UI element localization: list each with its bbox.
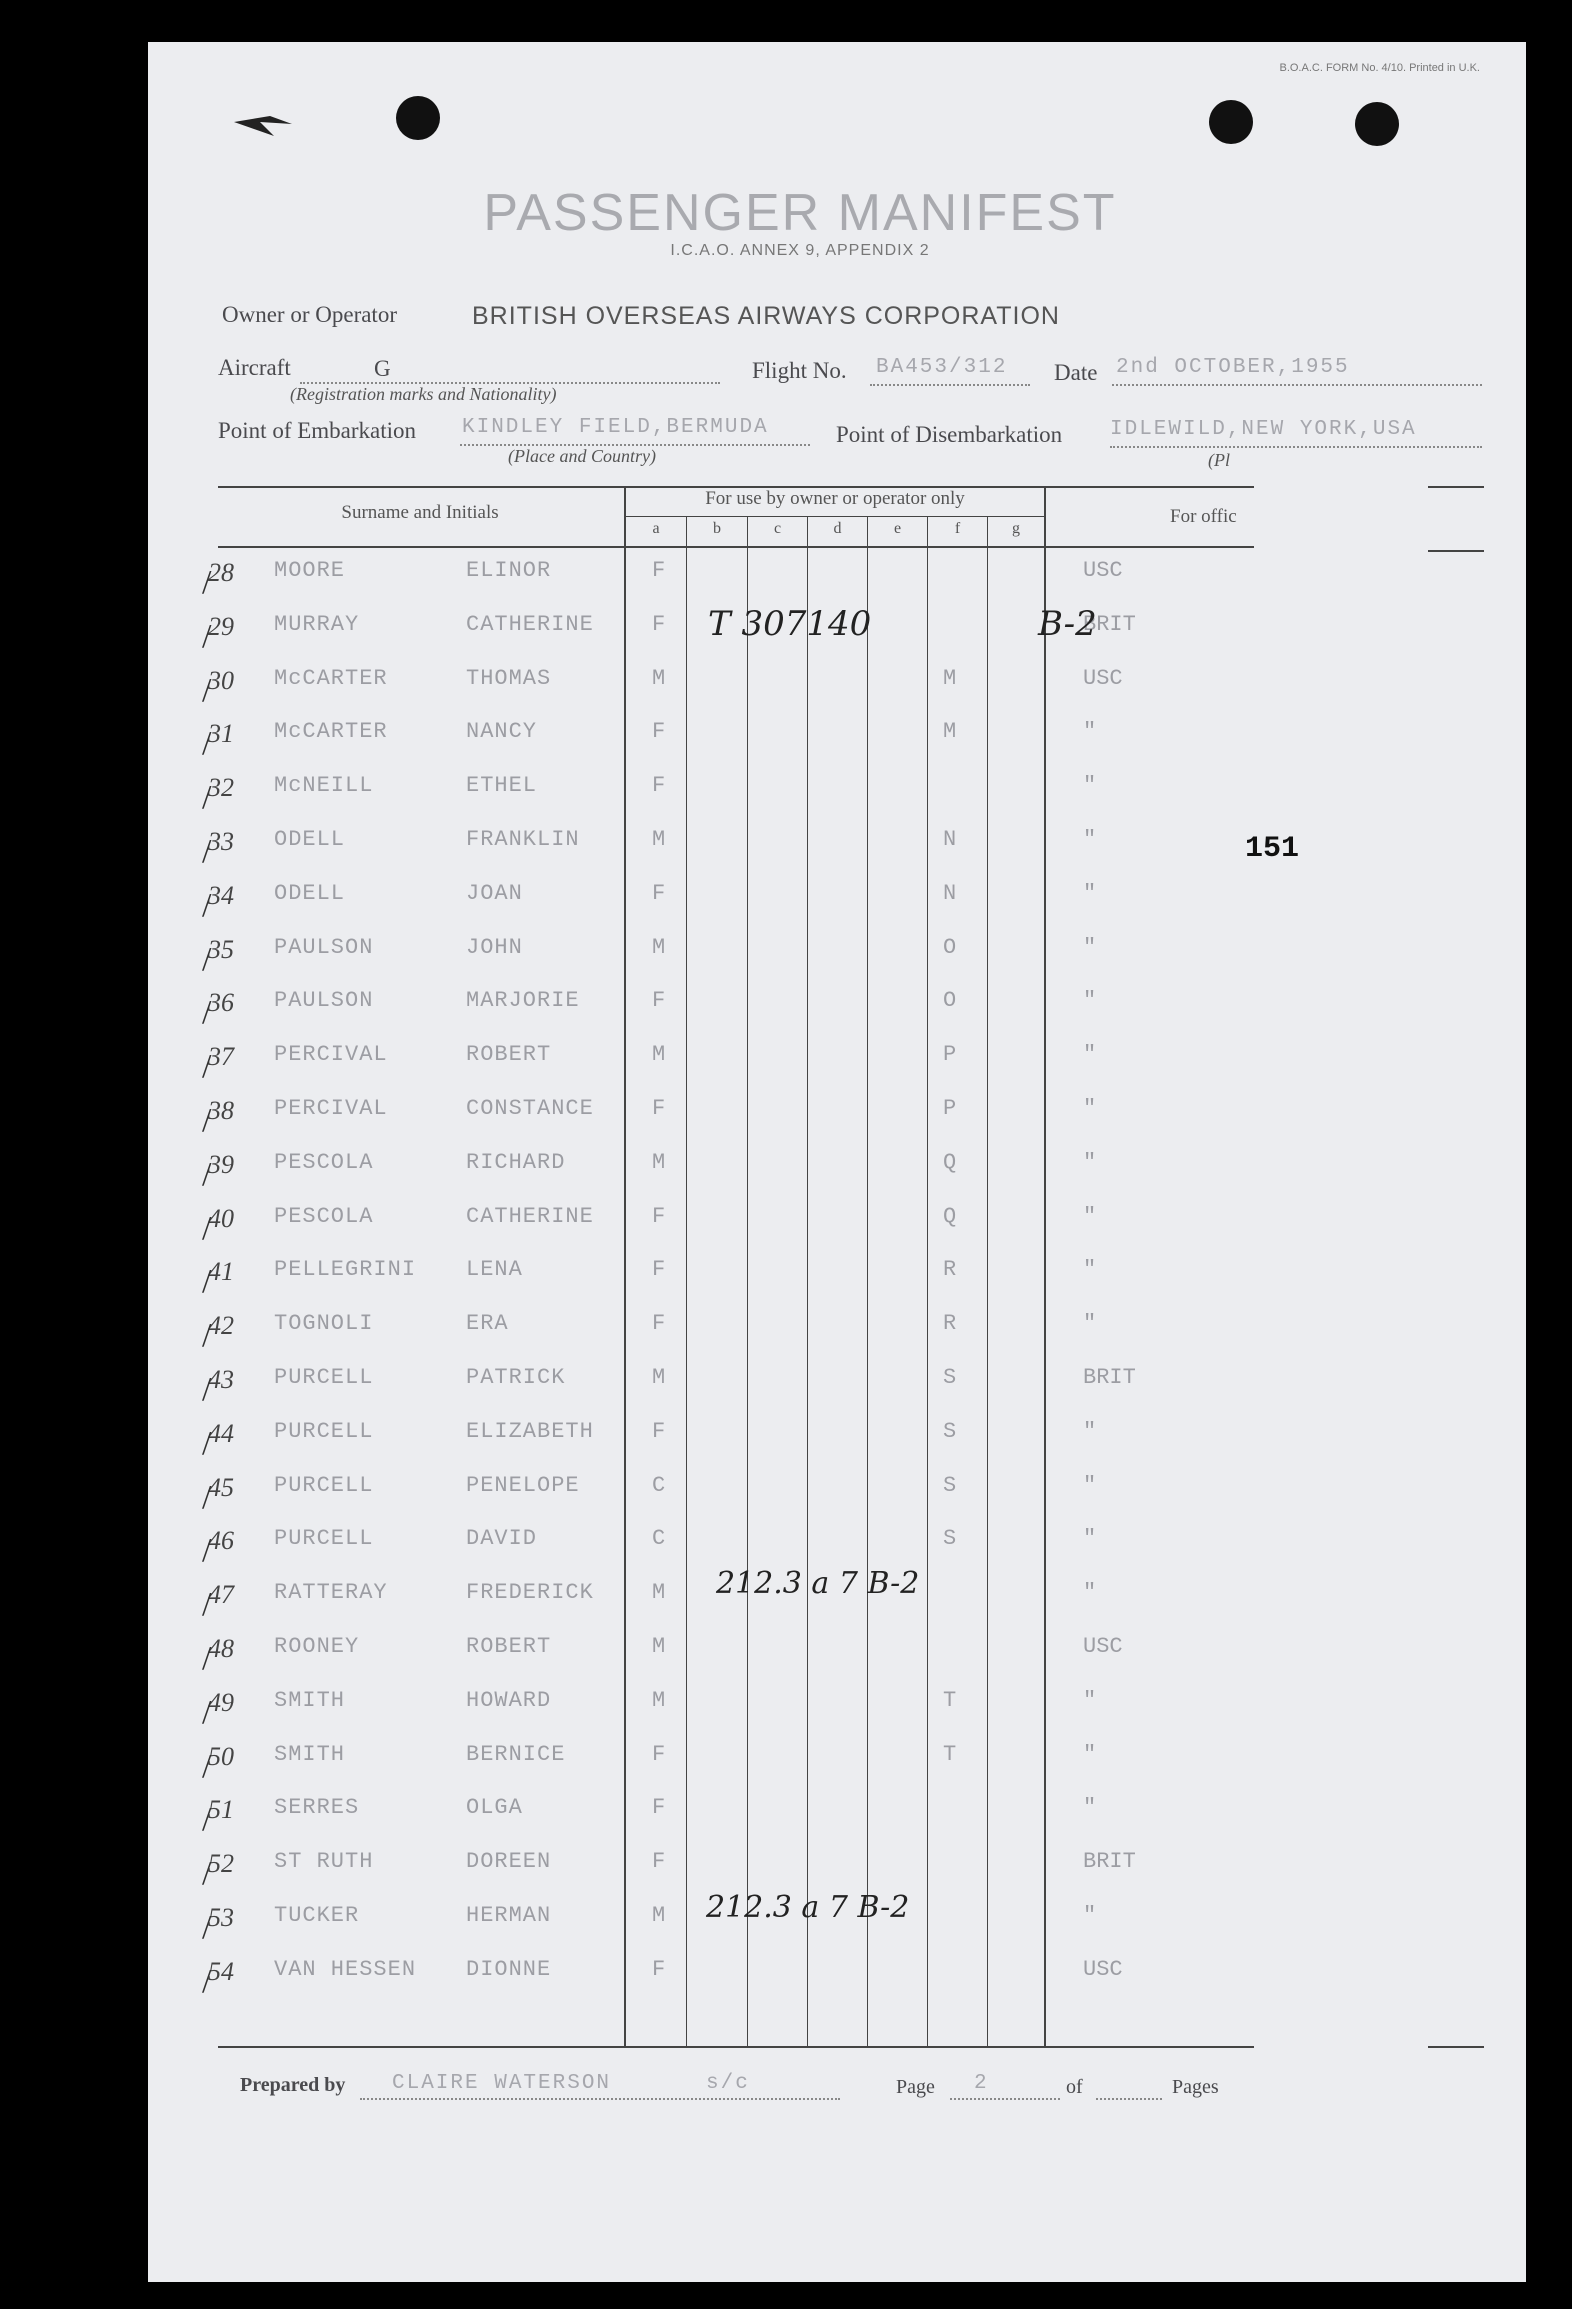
initials-cell: ROBERT bbox=[466, 1042, 552, 1067]
row-number: 32 bbox=[208, 773, 234, 802]
row-number: 50 bbox=[208, 1742, 234, 1771]
nationality-cell: USC bbox=[1083, 666, 1123, 691]
nationality-cell: " bbox=[1083, 719, 1097, 744]
surname-cell: PERCIVAL bbox=[274, 1096, 388, 1121]
surname-cell: PESCOLA bbox=[274, 1204, 374, 1229]
sex-cell: F bbox=[652, 1204, 666, 1229]
sex-cell: M bbox=[652, 1903, 666, 1928]
check-mark: / bbox=[202, 887, 212, 924]
check-mark: / bbox=[202, 1425, 212, 1462]
surname-cell: MOORE bbox=[274, 558, 346, 583]
column-f-cell: O bbox=[943, 935, 957, 960]
table-row bbox=[202, 988, 1268, 1031]
sex-cell: F bbox=[652, 1957, 666, 1982]
sub-col-f: f bbox=[954, 520, 961, 537]
handwritten-class-murray: B-2 bbox=[1038, 604, 1097, 644]
check-mark: / bbox=[202, 1371, 212, 1408]
table-row bbox=[202, 1795, 1268, 1838]
initials-cell: HERMAN bbox=[466, 1903, 552, 1928]
column-f-cell: M bbox=[943, 666, 957, 691]
check-mark: / bbox=[202, 1210, 212, 1247]
surname-cell: PAULSON bbox=[274, 988, 374, 1013]
initials-cell: BERNICE bbox=[466, 1742, 566, 1767]
initials-cell: ELIZABETH bbox=[466, 1419, 594, 1444]
column-f-cell: T bbox=[943, 1688, 957, 1713]
initials-cell: CONSTANCE bbox=[466, 1096, 594, 1121]
nationality-cell: " bbox=[1083, 1257, 1097, 1282]
handwritten-tucker: 212.3 a 7 B-2 bbox=[706, 1890, 910, 1925]
sex-cell: F bbox=[652, 612, 666, 637]
row-number: 39 bbox=[208, 1150, 234, 1179]
table-row bbox=[202, 881, 1268, 924]
surname-cell: PAULSON bbox=[274, 935, 374, 960]
table-row bbox=[202, 1204, 1268, 1247]
punch-hole-far-right bbox=[1355, 102, 1399, 146]
aircraft-label: Aircraft bbox=[218, 355, 291, 380]
nationality-cell: " bbox=[1083, 935, 1097, 960]
date-line bbox=[1112, 384, 1482, 386]
table-row bbox=[202, 1688, 1268, 1731]
row-number: 31 bbox=[208, 719, 234, 748]
surname-cell: SERRES bbox=[274, 1795, 360, 1820]
surname-cell: MURRAY bbox=[274, 612, 360, 637]
sex-cell: C bbox=[652, 1526, 666, 1551]
header-bottom-rule-right bbox=[1428, 550, 1484, 552]
flight-label: Flight No. bbox=[752, 358, 847, 383]
surname-cell: McCARTER bbox=[274, 666, 388, 691]
sex-cell: F bbox=[652, 558, 666, 583]
column-f-cell: S bbox=[943, 1419, 957, 1444]
initials-cell: PATRICK bbox=[466, 1365, 566, 1390]
nationality-cell: BRIT bbox=[1083, 1849, 1136, 1874]
column-f-cell: M bbox=[943, 719, 957, 744]
table-row bbox=[202, 1257, 1268, 1300]
row-number: 45 bbox=[208, 1473, 234, 1502]
initials-cell: JOAN bbox=[466, 881, 523, 906]
handwritten-ticket-murray: T 307140 bbox=[708, 604, 872, 644]
sex-cell: M bbox=[652, 1150, 666, 1175]
check-mark: / bbox=[202, 1640, 212, 1677]
handwritten-ratteray: 212.3 a 7 B-2 bbox=[716, 1566, 920, 1601]
sex-cell: F bbox=[652, 1742, 666, 1767]
check-mark: / bbox=[202, 1156, 212, 1193]
nationality-cell: " bbox=[1083, 1903, 1097, 1928]
initials-cell: ROBERT bbox=[466, 1634, 552, 1659]
table-row bbox=[202, 1742, 1268, 1785]
prepared-by-line bbox=[360, 2098, 840, 2100]
row-number: 42 bbox=[208, 1311, 234, 1340]
disembarkation-label: Point of Disembarkation bbox=[836, 422, 1063, 447]
nationality-cell: BRIT bbox=[1083, 612, 1136, 637]
sub-col-g: g bbox=[1012, 520, 1020, 537]
initials-cell: HOWARD bbox=[466, 1688, 552, 1713]
check-mark: / bbox=[202, 1532, 212, 1569]
row-number: 30 bbox=[208, 666, 234, 695]
row-number: 41 bbox=[208, 1257, 234, 1286]
table-row bbox=[202, 1849, 1268, 1892]
page-subtitle: I.C.A.O. ANNEX 9, APPENDIX 2 bbox=[670, 242, 930, 259]
surname-cell: RATTERAY bbox=[274, 1580, 388, 1605]
table-row bbox=[202, 558, 1268, 601]
surname-cell: ST RUTH bbox=[274, 1849, 374, 1874]
table-row bbox=[202, 719, 1268, 762]
sex-cell: F bbox=[652, 988, 666, 1013]
initials-cell: NANCY bbox=[466, 719, 538, 744]
table-row bbox=[202, 1473, 1268, 1516]
initials-cell: ETHEL bbox=[466, 773, 538, 798]
column-f-cell: P bbox=[943, 1096, 957, 1121]
sub-col-a: a bbox=[652, 520, 660, 537]
sex-cell: F bbox=[652, 1257, 666, 1282]
sex-cell: F bbox=[652, 1419, 666, 1444]
check-mark: / bbox=[202, 1748, 212, 1785]
nationality-cell: " bbox=[1083, 1688, 1097, 1713]
row-number: 54 bbox=[208, 1957, 234, 1986]
subheader-rule bbox=[626, 516, 1046, 517]
initials-cell: PENELOPE bbox=[466, 1473, 580, 1498]
table-top-rule-right bbox=[1428, 486, 1484, 488]
table-row bbox=[202, 935, 1268, 978]
form-number: B.O.A.C. FORM No. 4/10. Printed in U.K. bbox=[1279, 62, 1480, 74]
initials-cell: MARJORIE bbox=[466, 988, 580, 1013]
surname-cell: SMITH bbox=[274, 1742, 346, 1767]
row-number: 38 bbox=[208, 1096, 234, 1125]
sex-cell: M bbox=[652, 935, 666, 960]
page-title: PASSENGER MANIFEST bbox=[483, 184, 1117, 242]
initials-cell: ERA bbox=[466, 1311, 509, 1336]
column-f-cell: S bbox=[943, 1526, 957, 1551]
sex-cell: M bbox=[652, 1634, 666, 1659]
table-bottom-rule-right bbox=[1428, 2046, 1484, 2048]
sex-cell: F bbox=[652, 1096, 666, 1121]
check-mark: / bbox=[202, 672, 212, 709]
row-number: 48 bbox=[208, 1634, 234, 1663]
nationality-cell: " bbox=[1083, 988, 1097, 1013]
surname-cell: PURCELL bbox=[274, 1473, 374, 1498]
table-row bbox=[202, 1042, 1268, 1085]
table-row bbox=[202, 1957, 1268, 2000]
sex-cell: C bbox=[652, 1473, 666, 1498]
sex-cell: F bbox=[652, 1849, 666, 1874]
initials-cell: CATHERINE bbox=[466, 1204, 594, 1229]
row-number: 35 bbox=[208, 935, 234, 964]
surname-cell: PELLEGRINI bbox=[274, 1257, 417, 1282]
check-mark: / bbox=[202, 994, 212, 1031]
page-label: Page bbox=[896, 2076, 935, 2098]
check-mark: / bbox=[202, 725, 212, 762]
disembarkation-value: IDLEWILD,NEW YORK,USA bbox=[1110, 418, 1417, 441]
surname-cell: PURCELL bbox=[274, 1419, 374, 1444]
check-mark: / bbox=[202, 779, 212, 816]
table-row bbox=[202, 1634, 1268, 1677]
table-row bbox=[202, 1150, 1268, 1193]
surname-cell: PESCOLA bbox=[274, 1150, 374, 1175]
row-number: 51 bbox=[208, 1795, 234, 1824]
initials-cell: ELINOR bbox=[466, 558, 552, 583]
sex-cell: M bbox=[652, 1580, 666, 1605]
surname-cell: PURCELL bbox=[274, 1365, 374, 1390]
table-row bbox=[202, 773, 1268, 816]
prepared-by-value: CLAIRE WATERSON bbox=[392, 2072, 612, 2095]
nationality-cell: " bbox=[1083, 881, 1097, 906]
row-number: 49 bbox=[208, 1688, 234, 1717]
sex-cell: M bbox=[652, 1365, 666, 1390]
nationality-cell: " bbox=[1083, 1742, 1097, 1767]
table-row bbox=[202, 827, 1268, 870]
check-mark: / bbox=[202, 618, 212, 655]
owner-use-header: For use by owner or operator only bbox=[705, 488, 965, 509]
date-value: 2nd OCTOBER,1955 bbox=[1116, 356, 1350, 379]
nationality-cell: USC bbox=[1083, 558, 1123, 583]
sex-cell: M bbox=[652, 1688, 666, 1713]
official-use-header: For offic bbox=[1170, 506, 1237, 527]
nationality-cell: USC bbox=[1083, 1957, 1123, 1982]
table-bottom-rule bbox=[218, 2046, 1254, 2048]
punch-hole-right bbox=[1209, 100, 1253, 144]
nationality-cell: BRIT bbox=[1083, 1365, 1136, 1390]
nationality-cell: " bbox=[1083, 1473, 1097, 1498]
table-row bbox=[202, 1096, 1268, 1139]
sex-cell: F bbox=[652, 719, 666, 744]
check-mark: / bbox=[202, 1048, 212, 1085]
check-mark: / bbox=[202, 1694, 212, 1731]
check-mark: / bbox=[202, 1479, 212, 1516]
owner-value: BRITISH OVERSEAS AIRWAYS CORPORATION bbox=[472, 302, 1060, 330]
surname-cell: SMITH bbox=[274, 1688, 346, 1713]
nationality-cell: USC bbox=[1083, 1634, 1123, 1659]
check-mark: / bbox=[202, 833, 212, 870]
embarkation-label: Point of Embarkation bbox=[218, 418, 417, 443]
surname-cell: VAN HESSEN bbox=[274, 1957, 417, 1982]
nationality-cell: " bbox=[1083, 1204, 1097, 1229]
sex-cell: F bbox=[652, 1311, 666, 1336]
column-f-cell: T bbox=[943, 1742, 957, 1767]
row-number: 40 bbox=[208, 1204, 234, 1233]
disembarkation-note: (Pl bbox=[1208, 450, 1230, 470]
owner-label: Owner or Operator bbox=[222, 302, 397, 327]
flight-line bbox=[870, 384, 1030, 386]
nationality-cell: " bbox=[1083, 1526, 1097, 1551]
sex-cell: F bbox=[652, 1795, 666, 1820]
column-f-cell: N bbox=[943, 827, 957, 852]
of-line bbox=[1096, 2098, 1162, 2100]
pages-label: Pages bbox=[1172, 2076, 1219, 2098]
initials-cell: CATHERINE bbox=[466, 612, 594, 637]
row-number: 53 bbox=[208, 1903, 234, 1932]
sex-cell: F bbox=[652, 773, 666, 798]
sub-col-c: c bbox=[773, 520, 782, 537]
table-row bbox=[202, 1311, 1268, 1354]
column-f-cell: S bbox=[943, 1473, 957, 1498]
check-mark: / bbox=[202, 1317, 212, 1354]
surname-cell: McCARTER bbox=[274, 719, 388, 744]
check-mark: / bbox=[202, 1909, 212, 1946]
column-f-cell: S bbox=[943, 1365, 957, 1390]
row-number: 29 bbox=[208, 612, 234, 641]
table-row bbox=[202, 666, 1268, 709]
table-row bbox=[202, 1365, 1268, 1408]
page-line bbox=[950, 2098, 1060, 2100]
sub-col-e: e bbox=[893, 520, 902, 537]
nationality-cell: " bbox=[1083, 1580, 1097, 1605]
hole-punch-mark bbox=[230, 108, 300, 148]
column-f-cell: R bbox=[943, 1257, 957, 1282]
nationality-cell: " bbox=[1083, 1096, 1097, 1121]
prepared-by-label: Prepared by bbox=[240, 2074, 346, 2096]
check-mark: / bbox=[202, 1801, 212, 1838]
nationality-cell: " bbox=[1083, 1419, 1097, 1444]
of-label: of bbox=[1066, 2076, 1083, 2098]
check-mark: / bbox=[202, 1263, 212, 1300]
disembarkation-line bbox=[1110, 446, 1482, 448]
row-number: 28 bbox=[208, 558, 234, 587]
surname-cell: ODELL bbox=[274, 827, 346, 852]
column-f-cell: O bbox=[943, 988, 957, 1013]
sex-cell: F bbox=[652, 881, 666, 906]
name-column-header: Surname and Initials bbox=[341, 502, 499, 523]
prepared-by-suffix: s/c bbox=[706, 2072, 750, 2095]
aircraft-note: (Registration marks and Nationality) bbox=[290, 384, 557, 404]
punch-hole-left bbox=[396, 96, 440, 140]
initials-cell: JOHN bbox=[466, 935, 523, 960]
side-page-number: 151 bbox=[1245, 832, 1300, 866]
surname-cell: TOGNOLI bbox=[274, 1311, 374, 1336]
date-label: Date bbox=[1054, 360, 1098, 385]
nationality-cell: " bbox=[1083, 1042, 1097, 1067]
row-number: 36 bbox=[208, 988, 234, 1017]
nationality-cell: " bbox=[1083, 1311, 1097, 1336]
column-f-cell: Q bbox=[943, 1204, 957, 1229]
column-f-cell: N bbox=[943, 881, 957, 906]
initials-cell: THOMAS bbox=[466, 666, 552, 691]
initials-cell: FREDERICK bbox=[466, 1580, 594, 1605]
surname-cell: TUCKER bbox=[274, 1903, 360, 1928]
check-mark: / bbox=[202, 1855, 212, 1892]
column-f-cell: Q bbox=[943, 1150, 957, 1175]
check-mark: / bbox=[202, 1102, 212, 1139]
sub-col-b: b bbox=[713, 520, 721, 537]
sex-cell: M bbox=[652, 1042, 666, 1067]
nationality-cell: " bbox=[1083, 827, 1097, 852]
initials-cell: DIONNE bbox=[466, 1957, 552, 1982]
nationality-cell: " bbox=[1083, 1150, 1097, 1175]
row-number: 52 bbox=[208, 1849, 234, 1878]
flight-value: BA453/312 bbox=[876, 356, 1008, 379]
initials-cell: OLGA bbox=[466, 1795, 523, 1820]
surname-cell: ROONEY bbox=[274, 1634, 360, 1659]
surname-cell: PURCELL bbox=[274, 1526, 374, 1551]
nationality-cell: " bbox=[1083, 1795, 1097, 1820]
column-f-cell: P bbox=[943, 1042, 957, 1067]
nationality-cell: " bbox=[1083, 773, 1097, 798]
check-mark: / bbox=[202, 1963, 212, 2000]
surname-cell: ODELL bbox=[274, 881, 346, 906]
initials-cell: DAVID bbox=[466, 1526, 538, 1551]
check-mark: / bbox=[202, 1586, 212, 1623]
column-f-cell: R bbox=[943, 1311, 957, 1336]
surname-cell: McNEILL bbox=[274, 773, 374, 798]
aircraft-value: G bbox=[374, 356, 391, 381]
check-mark: / bbox=[202, 941, 212, 978]
table-row bbox=[202, 1526, 1268, 1569]
row-number: 47 bbox=[208, 1580, 234, 1609]
row-number: 44 bbox=[208, 1419, 234, 1448]
embarkation-value: KINDLEY FIELD,BERMUDA bbox=[462, 416, 769, 439]
embarkation-note: (Place and Country) bbox=[508, 446, 656, 466]
check-mark: / bbox=[202, 564, 212, 601]
row-number: 34 bbox=[208, 881, 234, 910]
sex-cell: M bbox=[652, 827, 666, 852]
row-number: 33 bbox=[208, 827, 234, 856]
page-value: 2 bbox=[974, 2072, 989, 2095]
surname-cell: PERCIVAL bbox=[274, 1042, 388, 1067]
row-number: 46 bbox=[208, 1526, 234, 1555]
sub-col-d: d bbox=[833, 520, 842, 537]
row-number: 37 bbox=[208, 1042, 234, 1071]
row-number: 43 bbox=[208, 1365, 234, 1394]
sex-cell: M bbox=[652, 666, 666, 691]
initials-cell: LENA bbox=[466, 1257, 523, 1282]
header-bottom-rule bbox=[218, 546, 1254, 548]
initials-cell: FRANKLIN bbox=[466, 827, 580, 852]
initials-cell: RICHARD bbox=[466, 1150, 566, 1175]
initials-cell: DOREEN bbox=[466, 1849, 552, 1874]
table-row bbox=[202, 1419, 1268, 1462]
